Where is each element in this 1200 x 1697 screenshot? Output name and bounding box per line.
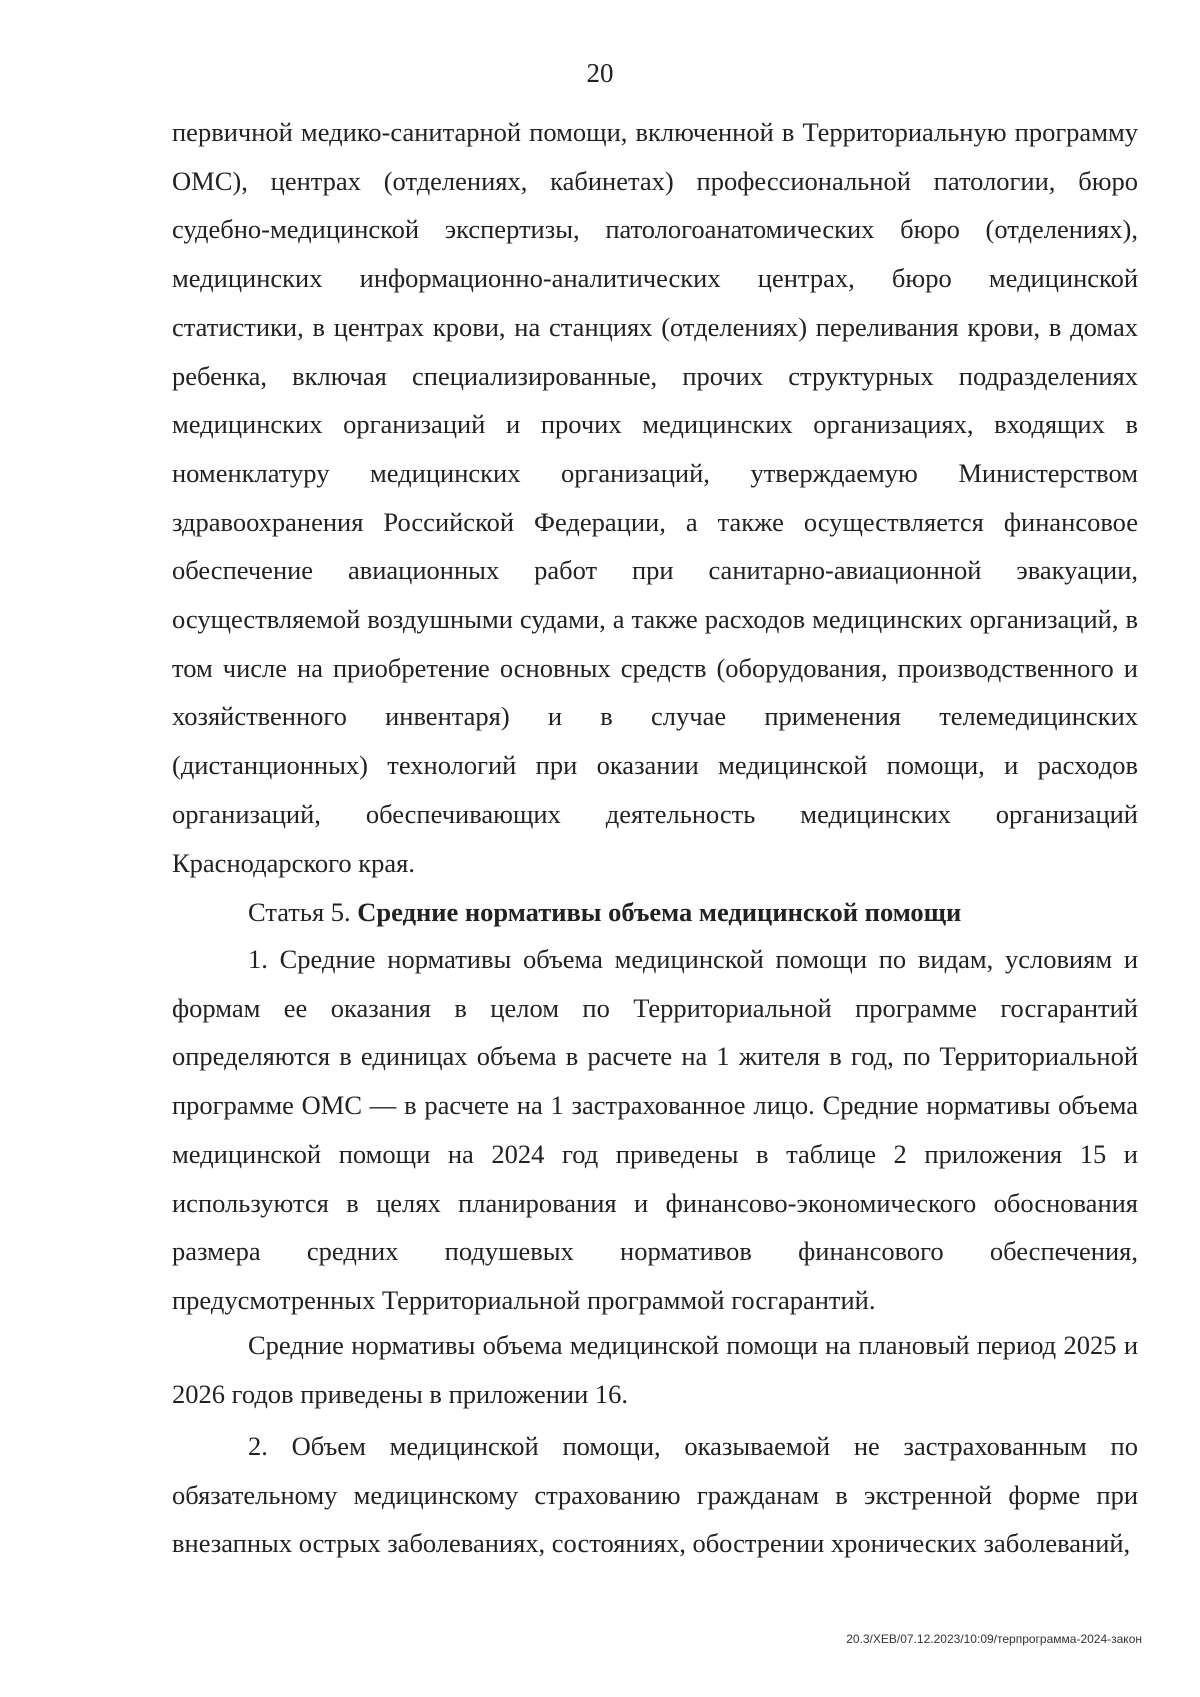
- paragraph-continued: [172, 108, 1138, 887]
- article-title: Средние нормативы объема медицинской помощи: [357, 897, 962, 927]
- paragraph-planned-period: [172, 1321, 1138, 1418]
- document-footer-code: 20.3/ХЕВ/07.12.2023/10:09/терпрограмма-2024-закон: [846, 1632, 1142, 1646]
- paragraph-2: [172, 1422, 1138, 1568]
- paragraph-text: Средние нормативы объема медицинской помощи на плановый период 2025 и 2026 годов приведены в приложении 16.: [172, 1330, 1138, 1409]
- paragraph-1: [172, 935, 1138, 1325]
- article-heading: [248, 888, 961, 936]
- page-number: 20: [586, 58, 614, 88]
- article-label: Статья 5.: [248, 897, 351, 927]
- paragraph-text: первичной медико-санитарной помощи, включенной в Территориальную программу ОМС), центрах (отделениях, кабинетах) профессиональной патологии, бюро судебно-медицинской экспертизы, патологоанатомических бюро (отделениях), медицинских информационно-аналитических центрах, бюро медицинской статистики, в центрах крови, на станциях (отделениях) переливания крови, в домах ребенка, включая специализированные, прочих структурных подразделениях медицинских организаций и прочих медицинских организациях, входящих в номенклатуру медицинских организаций, утверждаемую Министерством здравоохранения Российской Федерации, а также осуществляется финансовое обеспечение авиационных работ при санитарно-авиационной эвакуации, осуществляемой воздушными судами, а также расходов медицинских организаций, в том числе на приобретение основных средств (оборудования, производственного и хозяйственного инвентаря) и в случае применения телемедицинских (дистанционных) технологий при оказании медицинской помощи, и расходов организаций, обеспечивающих деятельность медицинских организаций Краснодарского края.: [172, 117, 1138, 878]
- paragraph-text: 2. Объем медицинской помощи, оказываемой не застрахованным по обязательному медицинскому страхованию гражданам в экстренной форме при внезапных острых заболеваниях, состояниях, обострении хронических заболеваний,: [172, 1431, 1138, 1559]
- paragraph-text: 1. Средние нормативы объема медицинской помощи по видам, условиям и формам ее оказания в целом по Территориальной программе госгарантий определяются в единицах объема в расчете на 1 жителя в год, по Территориальной программе ОМС — в расчете на 1 застрахованное лицо. Средние нормативы объема медицинской помощи на 2024 год приведены в таблице 2 приложения 15 и используются в целях планирования и финансово-экономического обоснования размера средних подушевых нормативов финансового обеспечения, предусмотренных Территориальной программой госгарантий.: [172, 944, 1138, 1315]
